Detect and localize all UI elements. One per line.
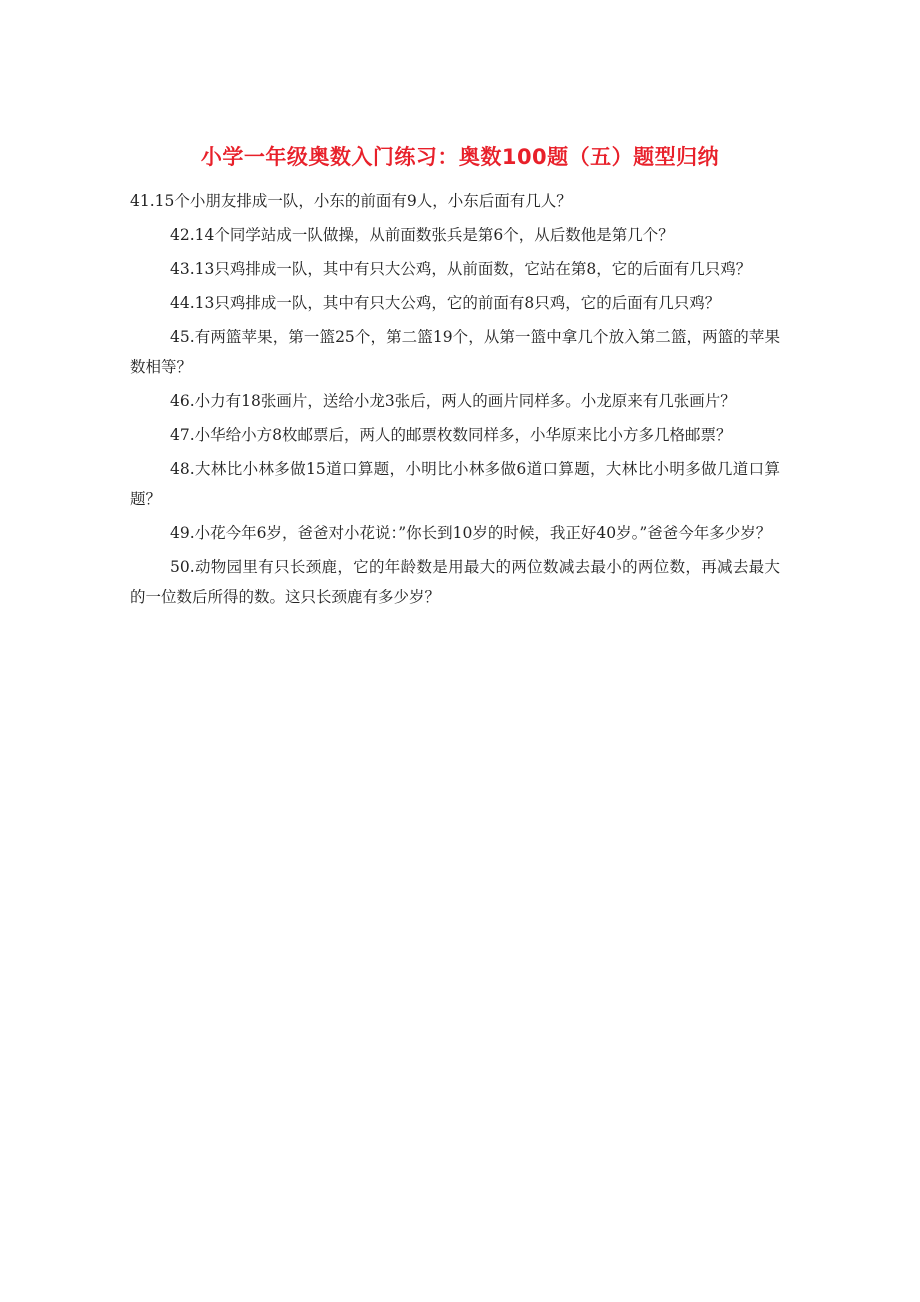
question-item: 42.14个同学站成一队做操，从前面数张兵是第6个，从后数他是第几个？ xyxy=(170,226,674,244)
question-item: 48.大林比小林多做15道口算题，小明比小林多做6道口算题，大林比小明多做几道口算题？ xyxy=(130,460,780,508)
question-item: 44.13只鸡排成一队，其中有只大公鸡，它的前面有8只鸡，它的后面有几只鸡？ xyxy=(170,294,721,312)
question-item: 41.15个小朋友排成一队，小东的前面有9人，小东后面有几人？ xyxy=(130,192,572,210)
question-item: 49.小花今年6岁，爸爸对小花说：”你长到10岁的时候，我正好40岁。”爸爸今年多少岁？ xyxy=(170,524,772,542)
question-list xyxy=(130,186,780,616)
document-title: 小学一年级奥数入门练习：奥数100题（五）题型归纳 xyxy=(200,145,720,169)
question-item: 47.小华给小方8枚邮票后，两人的邮票枚数同样多，小华原来比小方多几格邮票？ xyxy=(170,426,732,444)
question-item: 45.有两篮苹果，第一篮25个，第二篮19个，从第一篮中拿几个放入第二篮，两篮的苹果数相等？ xyxy=(130,328,780,376)
question-item: 46.小力有18张画片，送给小龙3张后，两人的画片同样多。小龙原来有几张画片？ xyxy=(170,392,736,410)
question-item: 43.13只鸡排成一队，其中有只大公鸡，从前面数，它站在第8，它的后面有几只鸡？ xyxy=(170,260,752,278)
question-item: 50.动物园里有只长颈鹿，它的年龄数是用最大的两位数减去最小的两位数，再减去最大的一位数后所得的数。这只长颈鹿有多少岁？ xyxy=(130,558,780,606)
